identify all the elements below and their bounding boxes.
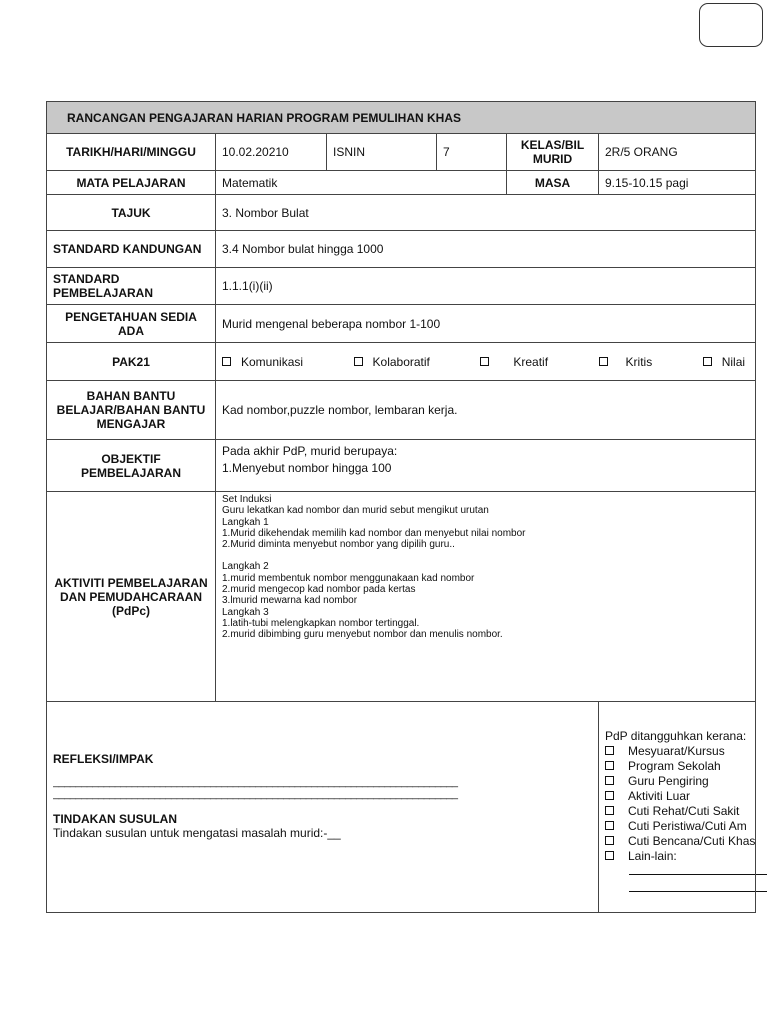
aktiviti-line: Langkah 3: [222, 606, 269, 618]
masa-label: MASA: [507, 171, 599, 195]
row-bbm: [47, 381, 756, 440]
aktiviti-line: 2.murid dibimbing guru menyebut nombor dan menulis nombor.: [222, 629, 503, 641]
pak21-label: PAK21: [47, 343, 216, 381]
aktiviti-line: Guru lekatkan kad nombor dan murid sebut mengikut urutan: [222, 505, 489, 517]
checkbox-icon[interactable]: [605, 776, 614, 785]
objektif-line-1: Pada akhir PdP, murid berupaya:: [222, 444, 398, 458]
reason-item[interactable]: Cuti Peristiwa/Cuti Am: [605, 819, 751, 834]
aktiviti-value: [216, 492, 756, 702]
aktiviti-label: AKTIVITI PEMBELAJARAN DAN PEMUDAHCARAAN (PdPc): [47, 492, 216, 702]
checkbox-icon[interactable]: [605, 761, 614, 770]
lain-lain-blank-line[interactable]: [629, 881, 767, 892]
aktiviti-line: Set Induksi: [222, 494, 272, 505]
bbm-value: Kad nombor,puzzle nombor, lembaran kerja.: [216, 381, 756, 440]
day-value: ISNIN: [327, 134, 437, 171]
refleksi-blank-line[interactable]: ________________________________________________________________________: [53, 776, 458, 788]
reason-item[interactable]: Cuti Bencana/Cuti Khas: [605, 834, 751, 849]
tarikh-label: TARIKH/HARI/MINGGU: [47, 134, 216, 171]
page-title: RANCANGAN PENGAJARAN HARIAN PROGRAM PEMULIHAN KHAS: [47, 102, 756, 134]
lain-lain-blank-line[interactable]: [629, 864, 767, 875]
checkbox-icon[interactable]: [605, 791, 614, 800]
row-pak21: [47, 343, 756, 381]
pak21-option-kritis[interactable]: Kritis: [599, 355, 653, 369]
kelas-label: KELAS/BIL MURID: [507, 134, 599, 171]
week-value: 7: [437, 134, 507, 171]
reason-item[interactable]: Aktiviti Luar: [605, 789, 751, 804]
refleksi-cell: [47, 702, 599, 913]
row-standard-pembelajaran: [47, 268, 756, 305]
tajuk-label: TAJUK: [47, 195, 216, 231]
mata-value: Matematik: [216, 171, 507, 195]
psa-value: Murid mengenal beberapa nombor 1-100: [216, 305, 756, 343]
sk-value: 3.4 Nombor bulat hingga 1000: [216, 231, 756, 268]
pdp-tangguh-cell: [599, 702, 756, 913]
tindakan-label: TINDAKAN SUSULAN: [53, 812, 177, 826]
aktiviti-line: 1.murid membentuk nombor menggunakaan kad nombor: [222, 572, 475, 584]
tajuk-value: 3. Nombor Bulat: [216, 195, 756, 231]
pak21-option-kreatif[interactable]: Kreatif: [480, 355, 548, 369]
sp-label: STANDARD PEMBELAJARAN: [47, 268, 216, 305]
row-aktiviti: [47, 492, 756, 702]
reason-item[interactable]: Program Sekolah: [605, 759, 751, 774]
aktiviti-line: 2.Murid diminta menyebut nombor yang dipilih guru..: [222, 539, 455, 551]
tindakan-text: Tindakan susulan untuk mengatasi masalah murid:-__: [53, 826, 341, 840]
checkbox-icon[interactable]: [605, 746, 614, 755]
reason-item[interactable]: Lain-lain:: [605, 849, 751, 864]
checkbox-icon[interactable]: [480, 357, 489, 366]
pak21-option-nilai[interactable]: Nilai: [703, 355, 745, 369]
objektif-line-2: 1.Menyebut nombor hingga 100: [222, 461, 392, 475]
sp-value: 1.1.1(i)(ii): [216, 268, 756, 305]
row-standard-kandungan: [47, 231, 756, 268]
masa-value: 9.15-10.15 pagi: [599, 171, 756, 195]
pak21-options: [216, 343, 756, 381]
bbm-label: BAHAN BANTU BELAJAR/BAHAN BANTU MENGAJAR: [47, 381, 216, 440]
checkbox-icon[interactable]: [599, 357, 608, 366]
reason-item[interactable]: Guru Pengiring: [605, 774, 751, 789]
aktiviti-line: [222, 550, 749, 561]
header-row: [47, 102, 756, 134]
psa-label: PENGETAHUAN SEDIA ADA: [47, 305, 216, 343]
aktiviti-line: 3.lmurid mewarna kad nombor: [222, 595, 358, 607]
rph-table: [46, 101, 756, 913]
aktiviti-line: 1.latih-tubi melengkapkan nombor tertinggal.: [222, 617, 420, 629]
pak21-option-komunikasi[interactable]: Komunikasi: [222, 355, 303, 369]
objektif-value: [216, 440, 756, 492]
pdp-tangguh-heading: PdP ditangguhkan kerana:: [605, 729, 747, 743]
row-mata: [47, 171, 756, 195]
sk-label: STANDARD KANDUNGAN: [47, 231, 216, 268]
refleksi-blank-line[interactable]: ________________________________________________________________________: [53, 788, 458, 800]
kelas-value: 2R/5 ORANG: [599, 134, 756, 171]
reason-item[interactable]: Cuti Rehat/Cuti Sakit: [605, 804, 751, 819]
checkbox-icon[interactable]: [605, 806, 614, 815]
aktiviti-line: 1.Murid dikehendak memilih kad nombor dan menyebut nilai nombor: [222, 527, 526, 539]
checkbox-icon[interactable]: [222, 357, 231, 366]
row-tajuk: [47, 195, 756, 231]
reason-item[interactable]: Mesyuarat/Kursus: [605, 744, 751, 759]
corner-box: [699, 3, 763, 47]
aktiviti-line: Langkah 1: [222, 516, 269, 528]
refleksi-label: REFLEKSI/IMPAK: [53, 752, 154, 766]
mata-label: MATA PELAJARAN: [47, 171, 216, 195]
checkbox-icon[interactable]: [354, 357, 363, 366]
date-value: 10.02.20210: [216, 134, 327, 171]
checkbox-icon[interactable]: [605, 851, 614, 860]
aktiviti-line: Langkah 2: [222, 561, 269, 573]
checkbox-icon[interactable]: [703, 357, 712, 366]
objektif-label: OBJEKTIF PEMBELAJARAN: [47, 440, 216, 492]
pak21-option-kolaboratif[interactable]: Kolaboratif: [354, 355, 430, 369]
row-pengetahuan: [47, 305, 756, 343]
row-tarikh: [47, 134, 756, 171]
aktiviti-line: 2.murid mengecop kad nombor pada kertas: [222, 584, 416, 596]
row-refleksi: [47, 702, 756, 913]
row-objektif: [47, 440, 756, 492]
checkbox-icon[interactable]: [605, 836, 614, 845]
checkbox-icon[interactable]: [605, 821, 614, 830]
